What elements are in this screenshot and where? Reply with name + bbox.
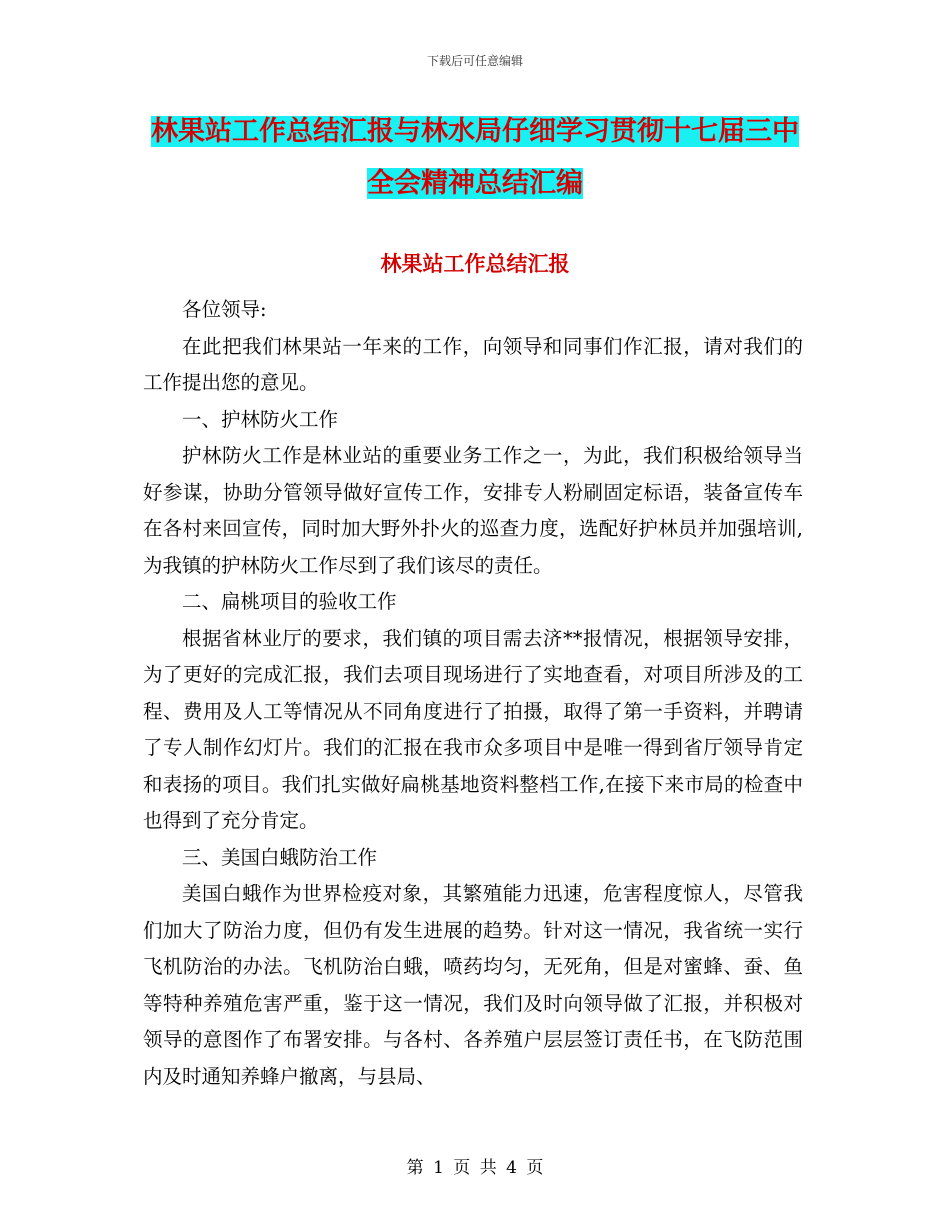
salutation: 各位领导: [182,298,267,321]
section-heading-3: 三、美国白蛾防治工作 [182,845,378,869]
document-title-text: 林果站工作总结汇报与林水局仔细学习贯彻十七届三中全会精神总结汇编 [151,116,799,199]
header-note: 下载后可任意编辑 [426,54,523,68]
body-paragraph: 护林防火工作是林业站的重要业务工作之一，为此，我们积极给领导当好参谋，协助分管领导做好宣传工作，安排专人粉刷固定标语，装备宣传车在各村来回宣传，同时加大野外扑火的巡查力度，选配好护林员并加强培训,为我镇的护林防火工作尽到了我们该尽的责任。 [143,444,803,577]
body-paragraph: 美国白蛾作为世界检疫对象，其繁殖能力迅速，危害程度惊人，尽管我们加大了防治力度，但仍有发生进展的趋势。针对这一情况，我省统一实行飞机防治的办法。飞机防治白蛾，喷药均匀，无死角，但是对蜜蜂、蚕、鱼等特种养殖危害严重，鉴于这一情况，我们及时向领导做了汇报，并积极对领导的意图作了布署安排。与各村、各养殖户层层签订责任书，在飞防范围内及时通知养蜂户撤离，与县局、 [143,882,803,1088]
body-paragraph: 根据省林业厅的要求，我们镇的项目需去济**报情况，根据领导安排，为了更好的完成汇报，我们去项目现场进行了实地查看，对项目所涉及的工程、费用及人工等情况从不同角度进行了拍摄，取得了第一手资料，并聘请了专人制作幻灯片。我们的汇报在我市众多项目中是唯一得到省厅领导肯定和表扬的项目。我们扎实做好扁桃基地资料整档工作,在接下来市局的检查中也得到了充分肯定。 [143,626,803,832]
section-heading-2: 二、扁桃项目的验收工作 [182,590,397,613]
section-heading-1: 一、护林防火工作 [182,407,339,431]
document-title [150,106,800,210]
page-number-footer: 第 1 页 共 4 页 [406,1158,544,1178]
document-body [143,292,803,1095]
section-title: 林果站工作总结汇报 [380,252,570,276]
intro-paragraph: 在此把我们林果站一年来的工作，向领导和同事们作汇报，请对我们的工作提出您的意见。 [143,334,803,394]
